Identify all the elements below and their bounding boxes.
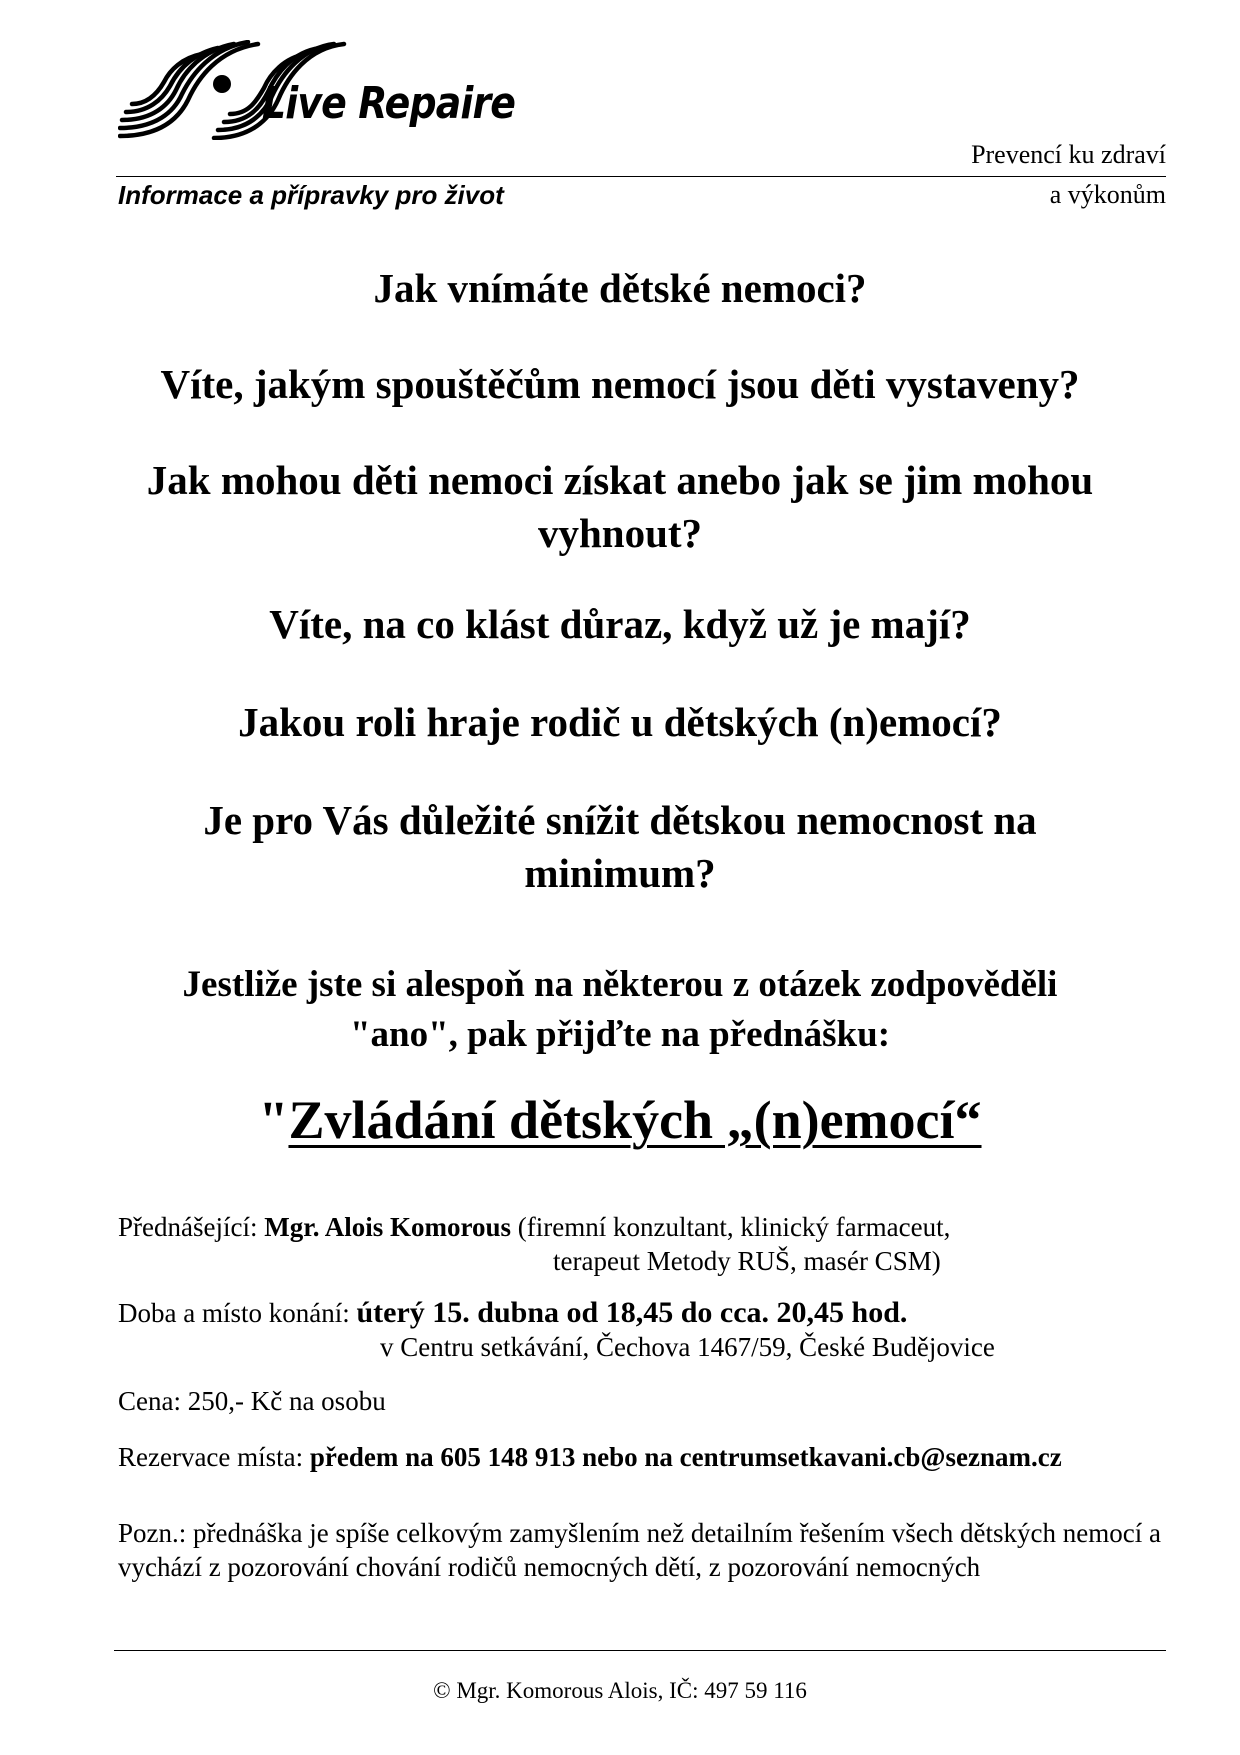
- question-5: Jakou roli hraje rodič u dětských (n)emocí?: [238, 699, 1002, 745]
- venue-text: v Centru setkávání, Čechova 1467/59, České Budějovice: [380, 1332, 995, 1362]
- footer-text: © Mgr. Komorous Alois, IČ: 497 59 116: [433, 1678, 807, 1703]
- reservation-value: předem na 605 148 913 nebo na centrumsetkavani.cb@seznam.cz: [309, 1442, 1062, 1472]
- logo-dot-icon: [213, 75, 231, 93]
- header-subtitle: Informace a přípravky pro život: [118, 180, 504, 210]
- question-4: Víte, na co klást důraz, když už je mají?: [269, 601, 971, 647]
- tagline-line2: a výkonům: [1049, 180, 1166, 209]
- reservation-row: [118, 1440, 1062, 1474]
- lecture-title: [80, 1088, 1160, 1152]
- lecturer-roles-line1: (firemní konzultant, klinický farmaceut,: [517, 1212, 951, 1242]
- logo-text: Live Repaire: [262, 78, 516, 129]
- question-1: Jak vnímáte dětské nemoci?: [373, 265, 867, 311]
- lecturer-roles-line2: terapeut Metody RUŠ, masér CSM): [553, 1246, 941, 1276]
- lecture-open-quote: ": [258, 1090, 289, 1150]
- reservation-label: Rezervace místa:: [118, 1442, 304, 1472]
- intro-text: Jestliže jste si alespoň na některou z otázek zodpověděli "ano", pak přijďte na přednášku:: [182, 964, 1058, 1055]
- time-label: Doba a místo konání:: [118, 1298, 350, 1328]
- lecturer-row: [118, 1210, 950, 1244]
- lecture-title-text: Zvládání dětských „(n)emocí“: [288, 1090, 982, 1150]
- note-text: Pozn.: přednáška je spíše celkovým zamyšlením než detailním řešením všech dětských nemocí a vychází z pozorování chování rodičů nemocných dětí, z pozorování nemocných: [118, 1518, 1161, 1582]
- header-divider: [116, 176, 1166, 177]
- question-6: Je pro Vás důležité snížit dětskou nemocnost na minimum?: [203, 797, 1037, 896]
- lecturer-name: Mgr. Alois Komorous: [264, 1212, 511, 1242]
- time-value: úterý 15. dubna od 18,45 do cca. 20,45 hod.: [356, 1296, 908, 1329]
- question-3: Jak mohou děti nemoci získat anebo jak se jim mohou vyhnout?: [146, 457, 1094, 556]
- time-row: [118, 1296, 907, 1330]
- footer-divider: [114, 1650, 1166, 1651]
- tagline-line1: Prevencí ku zdraví: [971, 140, 1166, 169]
- lecturer-label: Přednášející:: [118, 1212, 258, 1242]
- question-2: Víte, jakým spouštěčům nemocí jsou děti vystaveny?: [160, 361, 1080, 407]
- price-text: Cena: 250,- Kč na osobu: [118, 1386, 386, 1416]
